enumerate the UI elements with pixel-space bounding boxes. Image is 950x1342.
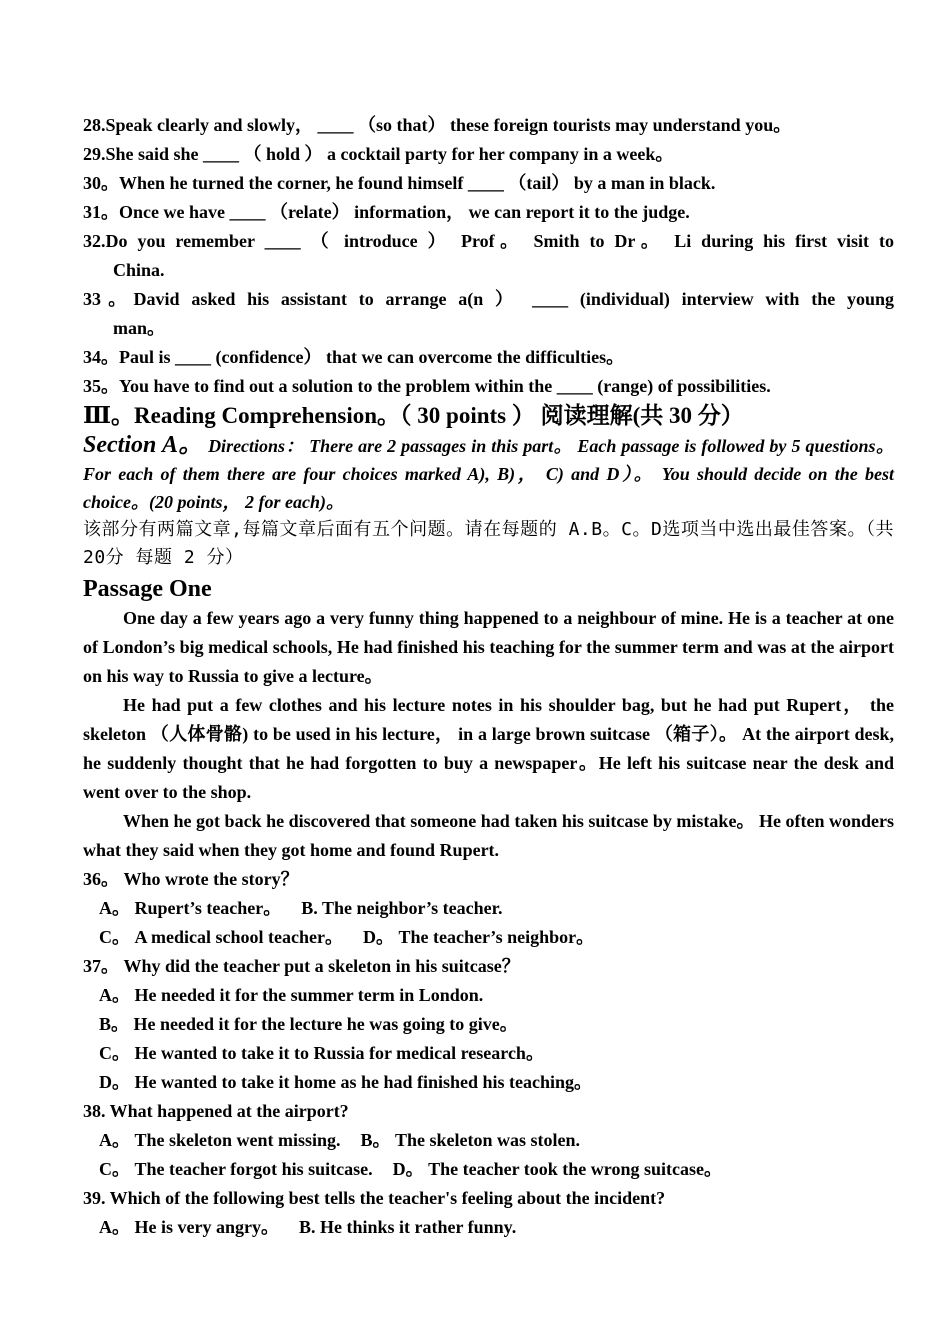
question-39 bbox=[83, 1184, 894, 1242]
question-38 bbox=[83, 1097, 894, 1184]
option-row bbox=[83, 1126, 894, 1155]
question-stem: 36。 Who wrote the story？ bbox=[83, 869, 299, 889]
question-33-continued: man。 bbox=[113, 318, 166, 338]
passage-paragraph: One day a few years ago a very funny thing happened to a neighbour of mine. He is a teacher at one of London’s big medical schools, He had finished his teaching for the summer term and was at the airport on his way to Russia to give a lecture。 bbox=[83, 608, 894, 686]
passage-paragraph: When he got back he discovered that someone had taken his suitcase by mistake。 He often wonders what they said when they got home and found Rupert. bbox=[83, 811, 894, 860]
directions-text: Directions： There are 2 passages in this part。 Each passage is followed by 5 questions。 For each of them there are four choices marked A), B)， C) and D）。 You should decide on the best choice。(20 points， 2 for each)。 bbox=[83, 436, 895, 512]
option-a: A。 The skeleton went missing. bbox=[99, 1130, 341, 1150]
option-row bbox=[83, 1213, 894, 1242]
option-row bbox=[83, 1155, 894, 1184]
question-stem: 39. Which of the following best tells the teacher's feeling about the incident? bbox=[83, 1188, 666, 1208]
fill-in-section bbox=[83, 111, 894, 401]
option-a: A。 He is very angry。 bbox=[99, 1217, 279, 1237]
passage-title: Passage One bbox=[83, 576, 212, 602]
option-b: B。 The skeleton was stolen. bbox=[360, 1130, 581, 1150]
document-page bbox=[83, 111, 894, 1242]
question-36 bbox=[83, 865, 894, 952]
option-b: B. He thinks it rather funny. bbox=[298, 1217, 517, 1237]
question-stem: 38. What happened at the airport? bbox=[83, 1101, 349, 1121]
question-28: 28.Speak clearly and slowly， ____ （so that） these foreign tourists may understand you。 bbox=[83, 115, 792, 135]
section-heading: Ⅲ。Reading Comprehension。（ 30 points ） 阅读理解(共 30 分） bbox=[83, 403, 744, 428]
option-row bbox=[83, 894, 894, 923]
option-a: A。 He needed it for the summer term in London. bbox=[99, 985, 484, 1005]
question-31: 31。Once we have ____ （relate） information， we can report it to the judge. bbox=[83, 202, 690, 222]
question-37 bbox=[83, 952, 894, 1097]
question-29: 29.She said she ____ （ hold ） a cocktail party for her company in a week。 bbox=[83, 144, 674, 164]
option-d: D。 He wanted to take it home as he had finished his teaching。 bbox=[99, 1072, 593, 1092]
question-30: 30。When he turned the corner, he found himself ____ （tail） by a man in black. bbox=[83, 173, 716, 193]
passage-paragraph: He had put a few clothes and his lecture notes in his shoulder bag, but he had put Rupert， the skeleton （人体骨骼) to be used in his lecture， in a large brown suitcase （箱子）。 At the airport desk, he suddenly thought that he had forgotten to buy a newspaper。He left his suitcase near the desk and went over to the shop. bbox=[83, 695, 894, 802]
question-32: 32.Do you remember ____ （ introduce ） Prof。 Smith to Dr。 Li during his first visit to bbox=[83, 231, 894, 251]
option-d: D。 The teacher took the wrong suitcase。 bbox=[392, 1159, 722, 1179]
option-a: A。 Rupert’s teacher。 bbox=[99, 898, 282, 918]
option-c: C。 A medical school teacher。 bbox=[99, 927, 343, 947]
question-34: 34。Paul is ____ (confidence） that we can overcome the difficulties。 bbox=[83, 347, 625, 367]
question-33: 33。David asked his assistant to arrange a(n ） ____ (individual) interview with the young bbox=[83, 289, 894, 309]
option-b: B。 He needed it for the lecture he was going to give。 bbox=[99, 1014, 518, 1034]
option-row bbox=[83, 923, 894, 952]
directions-chinese: 该部分有两篇文章,每篇文章后面有五个问题。请在每题的 A.B。C。D选项当中选出最佳答案。（共 20分 每题 2 分） bbox=[83, 519, 894, 568]
question-35: 35。You have to find out a solution to the problem within the ____ (range) of possibilities. bbox=[83, 376, 771, 396]
option-c: C。 The teacher forgot his suitcase. bbox=[99, 1159, 373, 1179]
question-32-continued: China. bbox=[113, 260, 165, 280]
question-stem: 37。 Why did the teacher put a skeleton in his suitcase？ bbox=[83, 956, 520, 976]
option-c: C。 He wanted to take it to Russia for medical research。 bbox=[99, 1043, 544, 1063]
option-b: B. The neighbor’s teacher. bbox=[301, 898, 503, 918]
option-d: D。 The teacher’s neighbor。 bbox=[362, 927, 595, 947]
section-a-directions bbox=[83, 431, 894, 516]
section-a-label: Section A。 bbox=[83, 432, 204, 458]
